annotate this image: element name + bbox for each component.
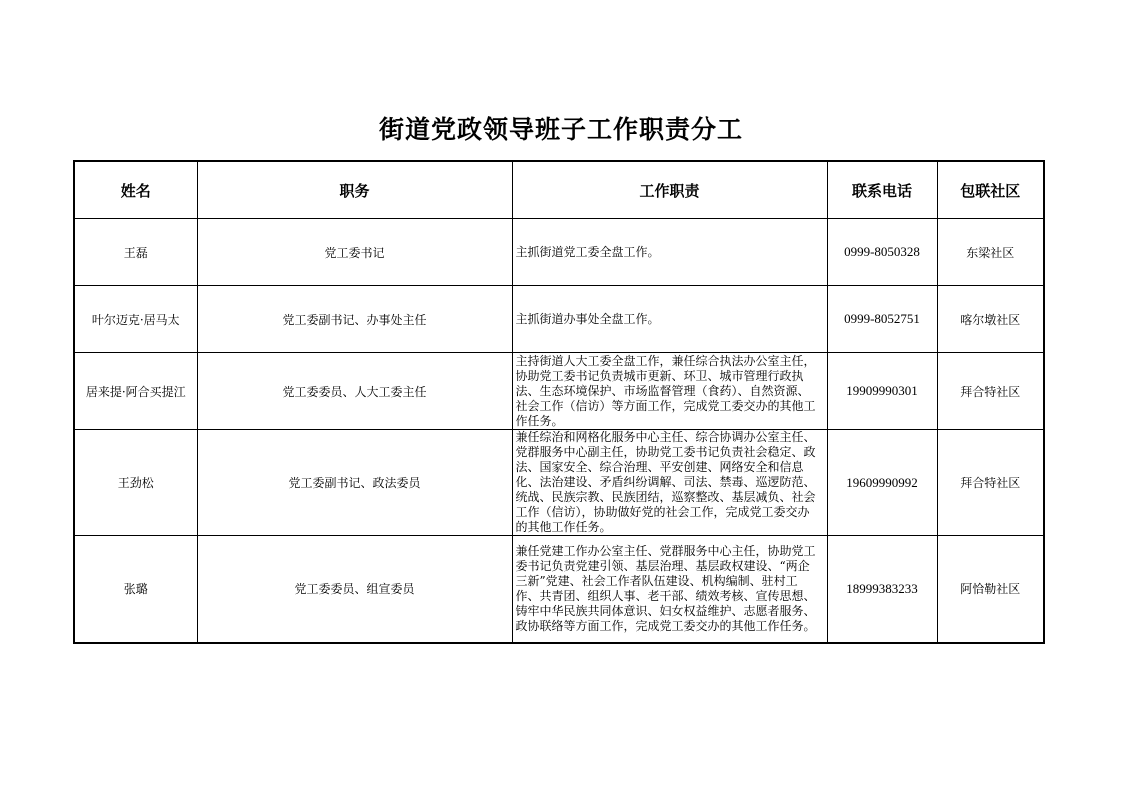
cell-name: 王磊 [74, 219, 197, 286]
table-row [74, 536, 1044, 643]
cell-position: 党工委委员、组宣委员 [197, 536, 512, 643]
header-name: 姓名 [74, 161, 197, 219]
table-row [74, 219, 1044, 286]
header-position: 职务 [197, 161, 512, 219]
header-community: 包联社区 [937, 161, 1044, 219]
cell-phone: 0999-8050328 [827, 219, 937, 286]
cell-community: 拜合特社区 [937, 430, 1044, 536]
cell-duties: 主抓街道党工委全盘工作。 [512, 219, 827, 286]
cell-name: 叶尔迈克·居马太 [74, 286, 197, 353]
cell-position: 党工委书记 [197, 219, 512, 286]
cell-phone: 0999-8052751 [827, 286, 937, 353]
table-row [74, 286, 1044, 353]
cell-position: 党工委副书记、办事处主任 [197, 286, 512, 353]
header-duties: 工作职责 [512, 161, 827, 219]
page-title: 街道党政领导班子工作职责分工 [378, 115, 743, 144]
cell-name: 居来提·阿合买提江 [74, 353, 197, 430]
cell-community: 阿恰勒社区 [937, 536, 1044, 643]
cell-duties: 主抓街道办事处全盘工作。 [512, 286, 827, 353]
cell-position: 党工委副书记、政法委员 [197, 430, 512, 536]
table-row [74, 353, 1044, 430]
duty-table [73, 160, 1045, 644]
cell-duties: 兼任综治和网格化服务中心主任、综合协调办公室主任、党群服务中心副主任，协助党工委书记负责社会稳定、政法、国家安全、综合治理、平安创建、网络安全和信息化、法治建设、矛盾纠纷调解、司法、禁毒、巡逻防范、统战、民族宗教、民族团结，巡察整改、基层减负、社会工作（信访），协助做好党的社会工作，完成党工委交办的其他工作任务。 [512, 430, 827, 536]
cell-position: 党工委委员、人大工委主任 [197, 353, 512, 430]
table-row [74, 430, 1044, 536]
cell-community: 喀尔墩社区 [937, 286, 1044, 353]
cell-duties: 兼任党建工作办公室主任、党群服务中心主任，协助党工委书记负责党建引领、基层治理、基层政权建设、“两企三新”党建、社会工作者队伍建设、机构编制、驻村工作、共青团、组织人事、老干部、绩效考核、宣传思想、铸牢中华民族共同体意识、妇女权益维护、志愿者服务、政协联络等方面工作，完成党工委交办的其他工作任务。 [512, 536, 827, 643]
cell-name: 张璐 [74, 536, 197, 643]
cell-phone: 19609990992 [827, 430, 937, 536]
cell-name: 王劲松 [74, 430, 197, 536]
cell-phone: 19909990301 [827, 353, 937, 430]
cell-duties: 主持街道人大工委全盘工作，兼任综合执法办公室主任，协助党工委书记负责城市更新、环卫、城市管理行政执法、生态环境保护、市场监督管理（食药）、自然资源、社会工作（信访）等方面工作，完成党工委交办的其他工作任务。 [512, 353, 827, 430]
cell-community: 东梁社区 [937, 219, 1044, 286]
cell-phone: 18999383233 [827, 536, 937, 643]
cell-community: 拜合特社区 [937, 353, 1044, 430]
header-phone: 联系电话 [827, 161, 937, 219]
table-header-row [74, 161, 1044, 219]
